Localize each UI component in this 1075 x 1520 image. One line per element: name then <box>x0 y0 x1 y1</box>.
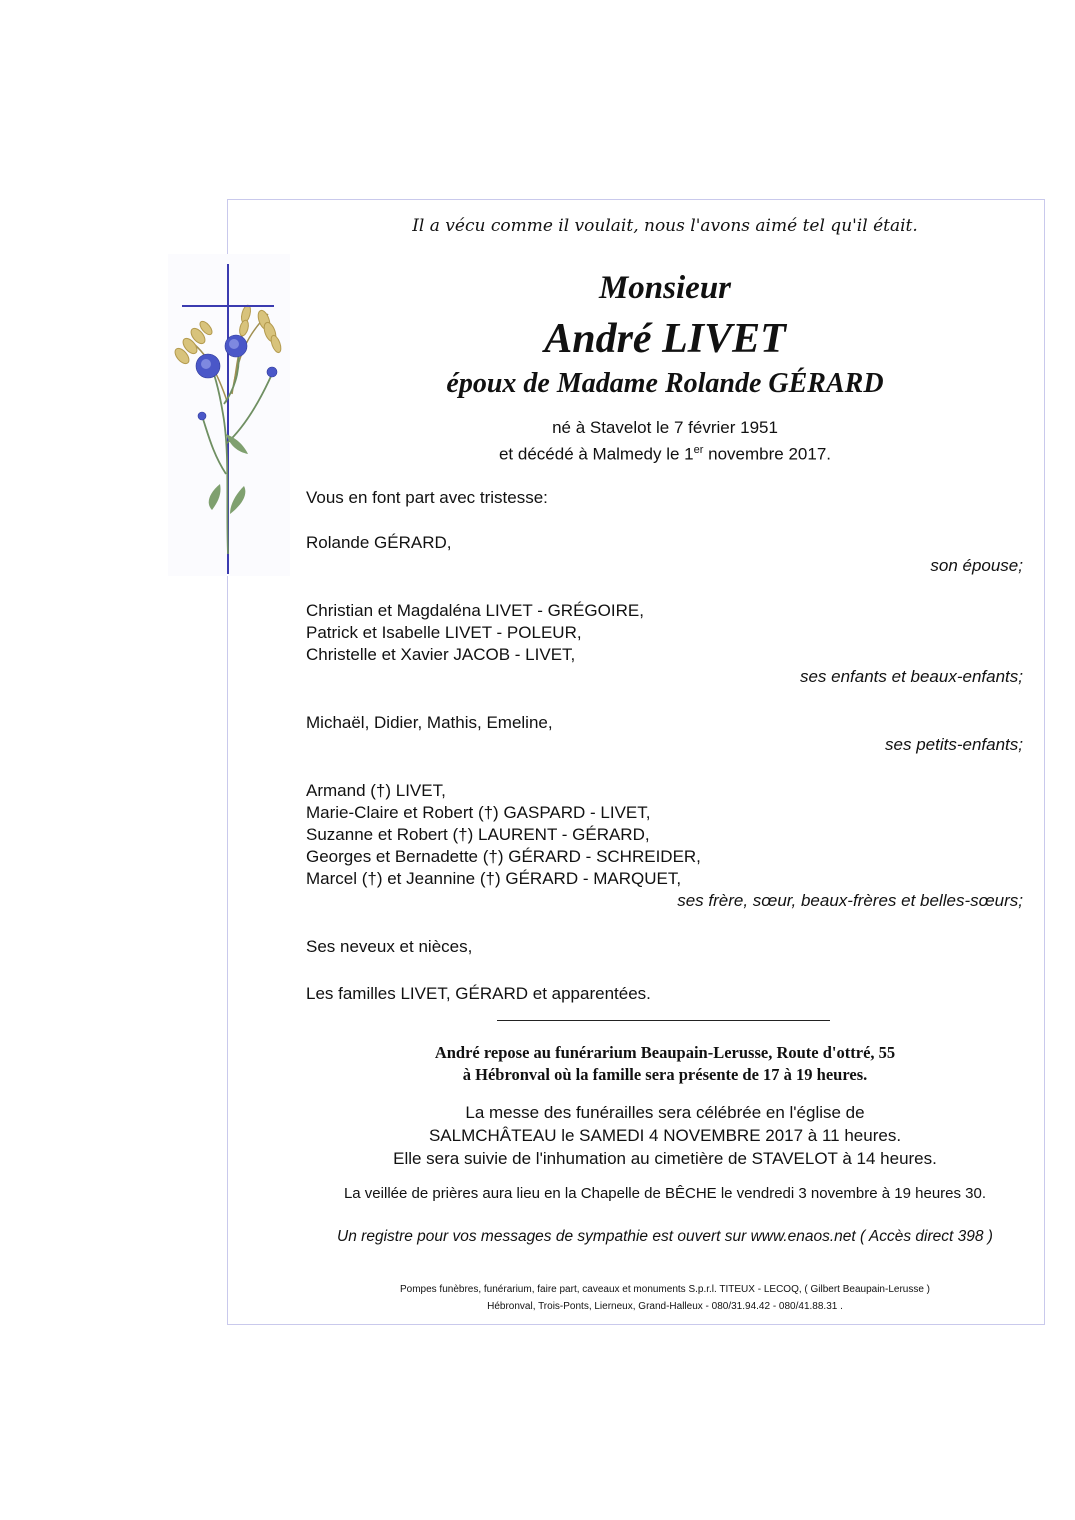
family-member-line: Christelle et Xavier JACOB - LIVET, <box>306 645 576 664</box>
funerarium-line: André repose au funérarium Beaupain-Lerusse, Route d'ottré, 55 <box>434 1043 896 1062</box>
honorific: Monsieur <box>598 270 732 306</box>
death-suffix: novembre 2017. <box>703 444 832 464</box>
family-member-line: Patrick et Isabelle LIVET - POLEUR, <box>306 623 582 642</box>
condolence-register-notice: Un registre pour vos messages de sympathie est ouvert sur www.enaos.net ( Accès direct 398 ) <box>337 1228 993 1245</box>
cross-icon <box>168 254 290 576</box>
nephews-line: Ses neveux et nièces, <box>306 937 473 956</box>
family-member-line: Armand (†) LIVET, <box>306 781 446 800</box>
death-line <box>290 439 1040 466</box>
relation-label: ses petits-enfants; <box>885 735 1023 754</box>
mass-line: La messe des funérailles sera célébrée en l'église de <box>465 1103 865 1122</box>
epitaph-quote: Il a vécu comme il voulait, nous l'avons aimé tel qu'il était. <box>412 216 918 236</box>
spouse-line: époux de Madame Rolande GÉRARD <box>446 368 884 399</box>
birth-death-block <box>290 417 1040 466</box>
relation-label: ses enfants et beaux-enfants; <box>799 667 1023 686</box>
divider <box>497 1020 830 1021</box>
families-line: Les familles LIVET, GÉRARD et apparentées. <box>306 984 651 1003</box>
mass-line: Elle sera suivie de l'inhumation au cimetière de STAVELOT à 14 heures. <box>393 1149 937 1168</box>
cross-flower-illustration <box>168 254 290 576</box>
funeral-mass-notice <box>290 1101 1040 1170</box>
family-member-line: Marie-Claire et Robert (†) GASPARD - LIVET, <box>306 803 651 822</box>
family-member-line: Georges et Bernadette (†) GÉRARD - SCHREIDER, <box>306 847 701 866</box>
family-member-line: Suzanne et Robert (†) LAURENT - GÉRARD, <box>306 825 650 844</box>
family-group-grandchildren <box>306 712 553 734</box>
funerarium-notice <box>290 1042 1040 1086</box>
vigil-notice: La veillée de prières aura lieu en la Chapelle de BÊCHE le vendredi 3 novembre à 19 heures 30. <box>343 1185 987 1202</box>
family-member-line: Christian et Magdaléna LIVET - GRÉGOIRE, <box>306 601 644 620</box>
family-member-line: Michaël, Didier, Mathis, Emeline, <box>306 713 553 732</box>
footer-line: Hébronval, Trois-Ponts, Lierneux, Grand-Halleux - 080/31.94.42 - 080/41.88.31 . <box>487 1301 843 1312</box>
family-group-spouse <box>306 532 452 554</box>
funeral-home-footer <box>290 1281 1040 1315</box>
funerarium-line: à Hébronval où la famille sera présente de 17 à 19 heures. <box>462 1065 868 1084</box>
birth-line: né à Stavelot le 7 février 1951 <box>552 418 778 437</box>
intro-line: Vous en font part avec tristesse: <box>306 488 548 507</box>
relation-label: son épouse; <box>930 556 1023 575</box>
footer-line: Pompes funèbres, funérarium, faire part, caveaux et monuments S.p.r.l. TITEUX - LECOQ, ( Gilbert Beaupain-Lerusse ) <box>399 1284 931 1295</box>
family-group-siblings <box>306 780 701 890</box>
family-member-line: Marcel (†) et Jeannine (†) GÉRARD - MARQUET, <box>306 869 682 888</box>
mass-line: SALMCHÂTEAU le SAMEDI 4 NOVEMBRE 2017 à 11 heures. <box>428 1126 902 1145</box>
deceased-name: André LIVET <box>544 316 786 362</box>
death-ordinal: er <box>693 444 704 456</box>
family-group-children <box>306 600 644 666</box>
death-prefix: et décédé à Malmedy le 1 <box>498 444 694 464</box>
relation-label: ses frère, sœur, beaux-frères et belles-sœurs; <box>677 891 1023 910</box>
family-member-line: Rolande GÉRARD, <box>306 533 452 552</box>
